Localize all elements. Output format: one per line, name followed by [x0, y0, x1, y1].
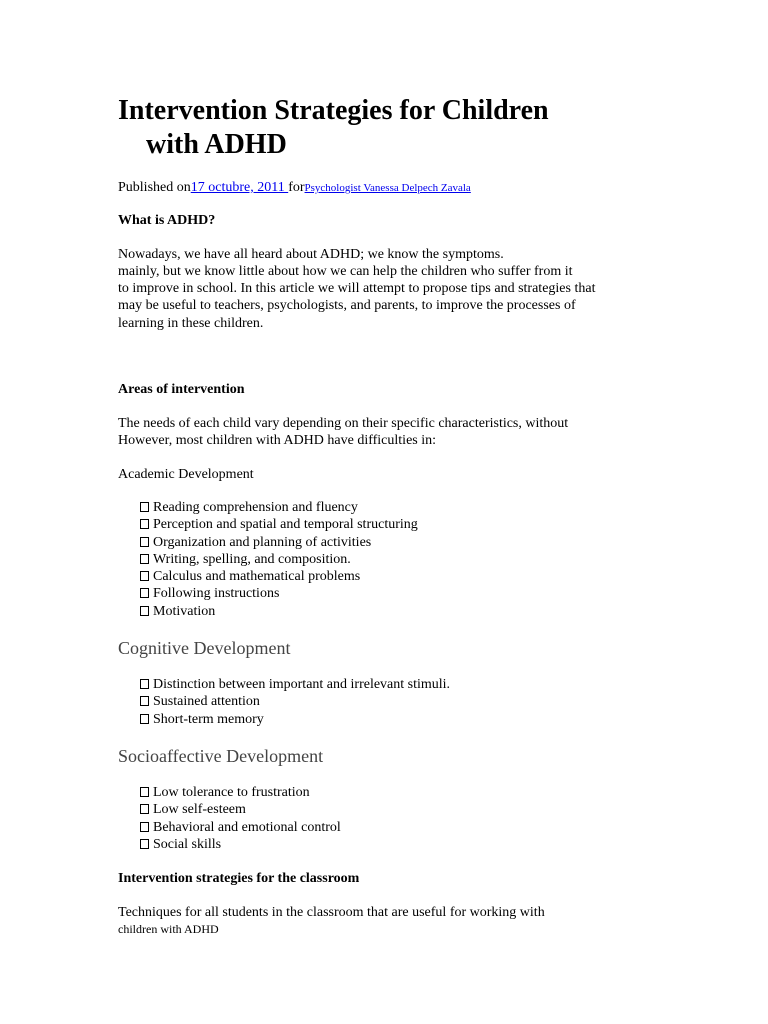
classroom-heading: Intervention strategies for the classroom — [118, 871, 360, 886]
bullet-box-icon — [140, 714, 149, 724]
article-title-line-2: with ADHD — [146, 129, 287, 160]
academic-heading: Academic Development — [118, 467, 254, 482]
cognitive-heading: Cognitive Development — [118, 638, 291, 658]
intro-line: Nowadays, we have all heard about ADHD; we know the symptoms. — [118, 247, 504, 262]
list-item-text: Behavioral and emotional control — [153, 819, 341, 835]
list-item-text: Reading comprehension and fluency — [153, 500, 358, 515]
list-item-text: Social skills — [153, 836, 222, 852]
list-item — [140, 551, 418, 568]
list-item — [140, 568, 418, 585]
socioaffective-heading: Socioaffective Development — [118, 746, 324, 766]
article-title — [118, 94, 638, 162]
list-item — [140, 603, 418, 620]
author-link[interactable]: Psychologist Vanessa Delpech Zavala — [304, 182, 471, 194]
bullet-box-icon — [140, 787, 149, 797]
list-item — [140, 819, 341, 836]
list-item-text: Following instructions — [153, 586, 280, 602]
cognitive-list — [140, 676, 450, 728]
list-item — [140, 534, 418, 551]
socioaffective-list — [140, 784, 341, 853]
list-item-text: Perception and spatial and temporal structuring — [153, 517, 418, 533]
techniques-line: children with ADHD — [118, 922, 219, 936]
list-item-text: Organization and planning of activities — [153, 534, 372, 550]
list-item-text: Motivation — [153, 603, 216, 619]
list-item-text: Low self-esteem — [153, 802, 246, 818]
bullet-box-icon — [140, 839, 149, 849]
list-item-text: Low tolerance to frustration — [153, 785, 310, 800]
list-item — [140, 836, 341, 853]
what-is-adhd-heading: What is ADHD? — [118, 213, 216, 228]
list-item — [140, 784, 341, 801]
list-item — [140, 676, 450, 693]
list-item-text: Short-term memory — [153, 711, 264, 727]
list-item-text: Calculus and mathematical problems — [153, 569, 361, 585]
bullet-box-icon — [140, 822, 149, 832]
bullet-box-icon — [140, 537, 149, 547]
list-item — [140, 801, 341, 818]
bullet-box-icon — [140, 502, 149, 512]
bullet-box-icon — [140, 606, 149, 616]
intro-line: mainly, but we know little about how we can help the children who suffer from it — [118, 264, 573, 279]
needs-line: The needs of each child vary depending on their specific characteristics, without — [118, 416, 569, 431]
intro-line: may be useful to teachers, psychologists, and parents, to improve the processes of — [118, 298, 576, 313]
intro-line: learning in these children. — [118, 316, 264, 331]
list-item — [140, 499, 418, 516]
intro-line: to improve in school. In this article we will attempt to propose tips and strategies that — [118, 281, 596, 296]
bullet-box-icon — [140, 571, 149, 581]
published-prefix: Published on — [118, 180, 191, 195]
list-item — [140, 693, 450, 710]
list-item — [140, 711, 450, 728]
bullet-box-icon — [140, 519, 149, 529]
list-item-text: Sustained attention — [153, 694, 260, 710]
publish-meta — [118, 179, 471, 197]
areas-heading: Areas of intervention — [118, 382, 245, 397]
published-date-link[interactable]: 17 octubre, 2011 — [190, 180, 289, 195]
bullet-box-icon — [140, 679, 149, 689]
bullet-box-icon — [140, 804, 149, 814]
bullet-box-icon — [140, 696, 149, 706]
by-prefix: for — [288, 180, 305, 195]
list-item — [140, 516, 418, 533]
techniques-line: Techniques for all students in the classroom that are useful for working with — [118, 905, 545, 920]
needs-line: However, most children with ADHD have difficulties in: — [118, 433, 437, 448]
list-item-text: Writing, spelling, and composition. — [153, 551, 351, 567]
list-item — [140, 585, 418, 602]
academic-list — [140, 499, 418, 620]
bullet-box-icon — [140, 554, 149, 564]
article-title-line-1: Intervention Strategies for Children — [118, 95, 549, 126]
bullet-box-icon — [140, 588, 149, 598]
list-item-text: Distinction between important and irrelevant stimuli. — [153, 677, 451, 692]
